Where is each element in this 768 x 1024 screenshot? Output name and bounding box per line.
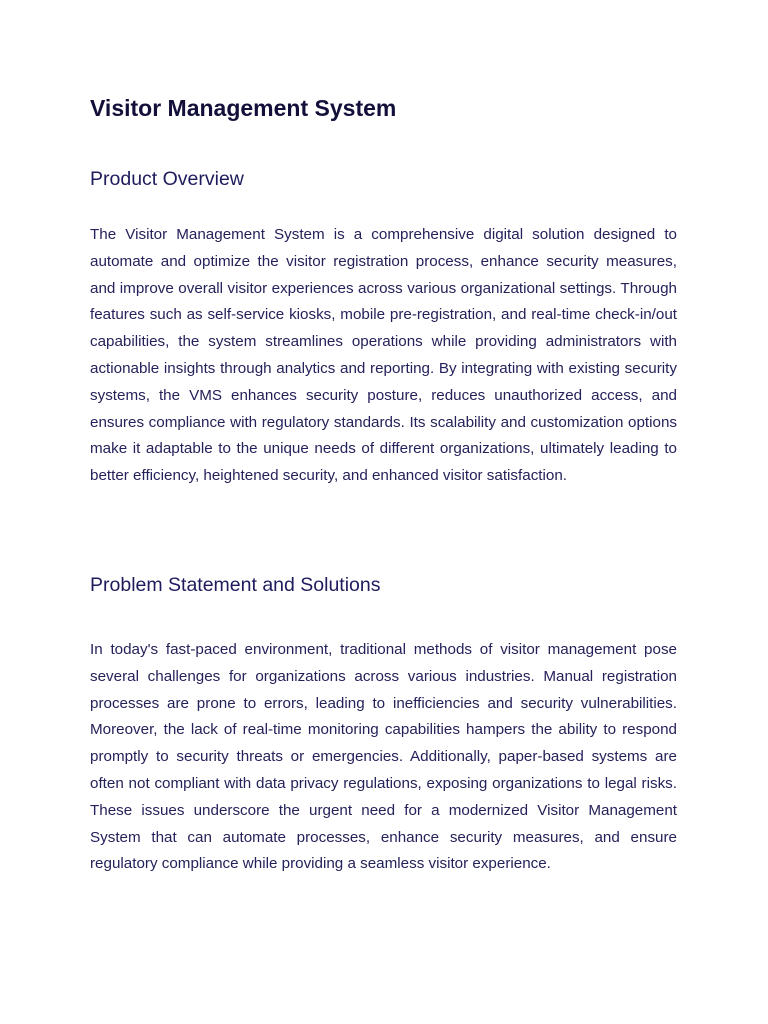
- document-title: Visitor Management System: [90, 95, 397, 121]
- section-heading-product-overview: Product Overview: [90, 168, 244, 190]
- section-heading-problem-statement: Problem Statement and Solutions: [90, 574, 381, 596]
- section-body-problem-statement: In today's fast-paced environment, traditional methods of visitor management pose several challenges for organizations across various industries. Manual registration processes are prone to errors, leading to inefficiencies and security vulnerabilities. Moreover, the lack of real-time monitoring capabilities hampers the ability to respond promptly to security threats or emergencies. Additionally, paper-based systems are often not compliant with data privacy regulations, exposing organizations to legal risks. These issues underscore the urgent need for a modernized Visitor Management System that can automate processes, enhance security measures, and ensure regulatory compliance while providing a seamless visitor experience.: [90, 641, 677, 873]
- section-body-product-overview: The Visitor Management System is a comprehensive digital solution designed to automate and optimize the visitor registration process, enhance security measures, and improve overall visitor experiences across various organizational settings. Through features such as self-service kiosks, mobile pre-registration, and real-time check-in/out capabilities, the system streamlines operations while providing administrators with actionable insights through analytics and reporting. By integrating with existing security systems, the VMS enhances security posture, reduces unauthorized access, and ensures compliance with regulatory standards. Its scalability and customization options make it adaptable to the unique needs of different organizations, ultimately leading to better efficiency, heightened security, and enhanced visitor satisfaction.: [90, 226, 677, 485]
